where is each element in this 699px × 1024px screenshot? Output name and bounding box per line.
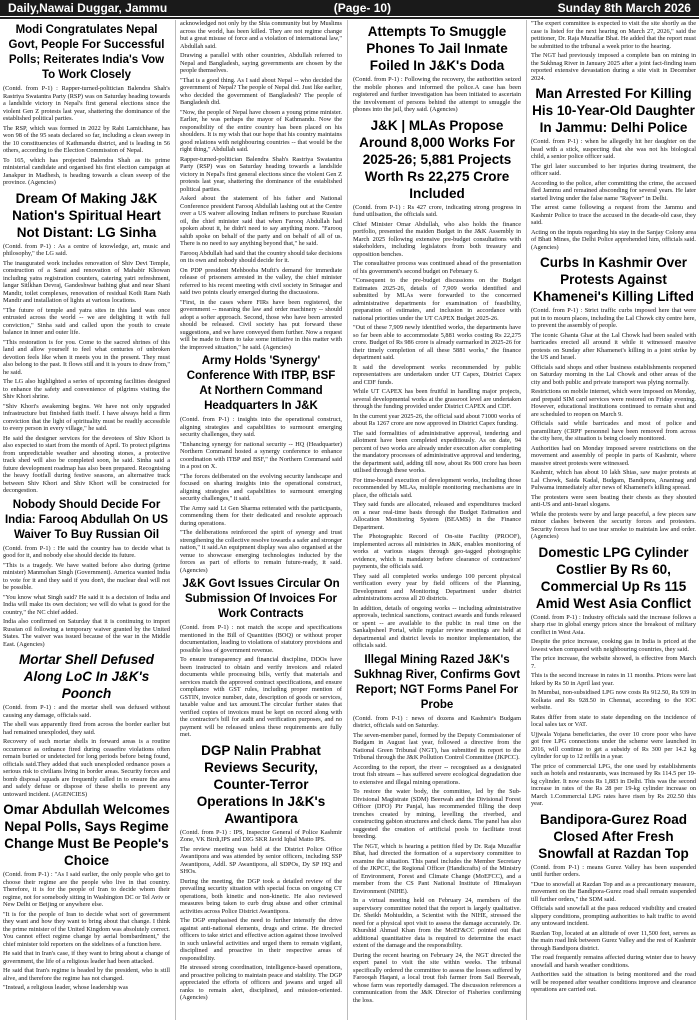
article (3, 801, 170, 992)
article-headline: Attempts To Smuggle Phones To Jail Inmate Foiled In J&K's Doda (366, 24, 508, 73)
article (3, 23, 170, 187)
article-paragraph: The road frequently remains affected during winter due to heavy snowfall and harsh weather conditions. (531, 954, 696, 969)
article (3, 190, 170, 495)
article-paragraph: acknowledged not only by the Shia community but by Muslims across the world, has been killed. They are not regime change but a great misuse of force and a violation of international law," Abdullah said. (180, 20, 342, 50)
article-headline: Omar Abdullah Welcomes Nepal Polls, Says Regime Change Must Be People's Choice (3, 802, 170, 868)
masthead-date: Sunday 8th March 2026 (557, 1, 691, 15)
column-divider (347, 20, 348, 1020)
article-paragraph: "This restoration is for you. Come to the sacred shrines of this land and allow yourself to feel what centuries of unbroken devotion feels like when it meets you in the present. They must also belong to the past. It flows still and it is yours to draw from," he said. (3, 338, 170, 376)
article-paragraph: Officials said while barricades and most of police and paramilitary (CRPF personnel have been removed from across the city here, the situation is being closely monitored. (531, 420, 696, 442)
article-paragraph: He said that in Iran's case, if they want to bring about a change of government, the life of a religious leader had been attacked. (3, 950, 170, 965)
masthead-page-number: (Page- 10) (333, 1, 392, 15)
article-paragraph: Officials said snowfall at the pass reduced visibility and created slippery conditions, prompting authorities to halt traffic to avoid any untoward incident. (531, 905, 696, 927)
article-paragraph: The seven-member panel, formed by the Deputy Commissioner of Budgam in August last year, followed a directive from the National Green Tribunal (NGT), has submitted its report to the Tribunal through the J&K Pollution Control Committee (JKPCC). (353, 731, 521, 761)
article-paragraph: Rapper-turned-politician Balendra Shah's Rastriya Swatantra Party (RSP) was on Saturday heading towards a landslide victory in Nepal's first general elections since the violent Gen Z protests last year, shattering the dominance of the established political parties. (180, 155, 342, 193)
article-headline: Bandipora-Gurez Road Closed After Fresh Snowfall at Razdan Top (538, 811, 689, 861)
article-paragraph: On PDP president Mehbooba Mufti's demand for immediate release of prisoners arrested in the valley, the chief minister referred to his recent meeting with civil society in Srinagar and said two points clearly emerged during the discussions. (180, 266, 342, 296)
article-paragraph: "This is a tragedy. We have waited before also during (prime minister) Manmohan Singh (Government). America wanted India to vote for it and they said if you don't, the nuclear deal will not be possible. (3, 561, 170, 591)
column-divider (175, 20, 176, 1020)
article-paragraph: (Contd. from P-1) : insights into the operational construct, aligning strategies and capabilities to surmount emerging security challenges, they said. (180, 416, 342, 438)
article-paragraph: In the current year 2025-26, the official said about 71000 works of about Rs 1267 crore are now approved in District Capex funding. (353, 412, 521, 427)
article-headline: Dream Of Making J&K Nation's Spiritual Heart Not Distant: LG Sinha (12, 190, 161, 240)
article (353, 117, 521, 650)
article-headline: Mortar Shell Defused Along LoC In J&K's Poonch (18, 652, 155, 701)
article-headline: DGP Nalin Prabhat Reviews Security, Counter-Terror Operations In J&K's Awantipora (196, 742, 326, 826)
article-paragraph: Razdan Top, located at an altitude of over 11,500 feet, serves as the main road link between Gurez Valley and the rest of Kashmir through Bandipora district. (531, 929, 696, 952)
article-paragraph: He said that Iran's regime is headed by the president, who is still alive, and therefore the regime has not changed. (3, 967, 170, 982)
article-paragraph: "The future of temple and yatra sites in this land was once entrusted across the world -- we are delighting it with full conviction," Sinha said and called upon the youth to create balance in inner and outer life. (3, 306, 170, 336)
article-paragraph: (Contd. from P-1) : news of dozens and Kashmir's Budgam district, officials said on Saturday. (353, 714, 521, 729)
article-paragraph: The iconic Ghanta Ghar at the Lal Chowk had been sealed with barricades erected all around it while it witnessed massive protests on Sunday after Khamenei's killing in a joint strike by the US and Israel. (531, 331, 696, 361)
article (3, 651, 170, 798)
article-paragraph: India also confirmed on Saturday that it is continuing to import Russian oil following a temporary waiver granted by the United States. The waiver was issued because of the war in the Middle East. (Agencies) (3, 618, 170, 648)
article-paragraph: The Army said Lt Gen Sharma reiterated with the participants, commending them for their dedicated and resolute approach during operations. (180, 504, 342, 527)
column-2 (177, 20, 345, 1020)
article-paragraph: "Consequent to the pre-budget discussions on the Budget Estimates 2025-26, details of 7,909 works identified and submitted by MLAs were forwarded to the concerned administrative departments for examination of feasibility, preparation of estimates, and inclusion in accordance with national priorities under the UT CAPEX Budget 2025-26. (353, 277, 521, 322)
article-paragraph: During the recent hearing on February 24, the NGT directed the expert panel to visit the site within weeks. The tribunal specifically ordered the committee to assess the losses suffered by Farooqah Haqani, a local trout fish farmer from Sail Beerwah, whose farm was reportedly damaged. The discussion references a communication from the J&K Director of Fisheries confirming the loss. (353, 951, 521, 1004)
article (180, 20, 342, 351)
article-paragraph: They said funds are allocated, released and expenditures tracked on a near real-time basis through the Budget Estimation and Allocation Monitoring System (BEAMS) in the Finance Department. (353, 501, 521, 531)
article-paragraph: The arrest came following a request from the Jammu and Kashmir Police to trace the accused in the decade-old case, they said. (531, 204, 696, 226)
article-headline: J&K | MLAs Propose Around 8,000 Works For 2025-26; 5,881 Projects Worth Rs 22,275 Crore Included (359, 117, 515, 201)
article-paragraph: The inaugurated work includes renovation of Shiv Devi Temple, construction of a Sarai and renovation of Mahabir Khowan including yatra registration counters, catering yatri refreshment, langar Sitlkhan Devraj, Gandeshwar bathing ghat and near Shani Mandir, toilet complexes, renovation of residual Kotli Ram Nath Mandir and installation of lights at various locations. (3, 259, 170, 304)
article (353, 653, 521, 1005)
article-paragraph: Asked about the statement of his father and National Conference president Farooq Abdullah lashing out at the Centre over a US waiver allowing Indian refiners to purchase Russian oil, the chief minister said that when Farooq Abdullah had spoken about it, he didn't need to say anything more. "Farooq sahib spoke on behalf of the party and on behalf of all of us. There is no need to say anything beyond that," he said. (180, 195, 342, 247)
article (531, 20, 696, 82)
article (531, 544, 696, 808)
masthead (0, 0, 699, 16)
article-paragraph: The consultative process was continued ahead of the presentation of his government's second budget on February 6. (353, 260, 521, 275)
masthead-rule (0, 17, 699, 19)
article-paragraph: Acting on the inputs regarding his stay in the Sanjay Colony area of Bhati Mines, the Delhi Police apprehended him, officials said. (Agencies) (531, 228, 696, 251)
article-paragraph: In addition, details of ongoing works -- including administrative approvals, technical sanctions, contract awards and funds released or spent -- are available to the public in real time on the Sankalpsheel Portal, while regular review meetings are held at departmental and district levels to monitor implementation, the officials said. (353, 604, 521, 649)
article-paragraph: Rates differ from state to state depending on the incidence of local sales tax or VAT. (531, 713, 696, 728)
article-headline: Illegal Mining Razed J&K's Sukhnag River, Confirms Govt Report; NGT Forms Panel For Probe (353, 653, 521, 711)
article-paragraph: Ujjwala Yojana beneficiaries, the over 10 crore poor who have got free LPG connections under the scheme were launched in 2016, will continue to get a subsidy of Rs 300 per 14.2 kg cylinder for up to 12 refills in a year. (531, 730, 696, 760)
article-paragraph: He said the designer services for the devotees of Shiv Khori is also expected to start from the month of April. To protect pilgrims from unpredictable weather and shooting stones, a protective track shed will also be completed soon, he said. Sinha said a future development roadmap has also been prepared. Recognising the heavy footfall during festive seasons, an alternative track between Shiv Khori and Shiv Khori will be constructed for decongestion. (3, 434, 170, 494)
article-paragraph: The NGT, which is hearing a petition filed by Dr. Raja Muzaffar Bhat, had directed the formation of a supervisory committee to examine the situation. This panel includes the Member Secretary of the JKPCC, the Regional Officer (Handicrafts) of the Ministry of Environment, Forest and Climate Change (MoEFCC), and a member from the CS Pant National Institute of Himalayan Environment (NIHE). (353, 842, 521, 895)
article-headline: J&K Govt Issues Circular On Submission Of Invoices For Work Contracts (182, 578, 340, 620)
article-paragraph: (Contd. from P-1) : Following the recovery, the authorities seized the mobile phones and informed the police.A case has been registered and further investigation has been initiated to ascertain the involvement of persons behind the attempt to smuggle the phones into the jail, they said. (Agencies) (353, 76, 521, 113)
article-paragraph: In Mumbai, non-subsidised LPG now costs Rs 912.50, Rs 939 in Kolkata and Rs 928.50 in Chennai, according to the IOC website. (531, 689, 696, 711)
article-paragraph: To ensure transparency and financial discipline, DDOs have been instructed to obtain and verify invoices and related documents while processing bills, verify that materials and services match the approved contract specifications, and ensure compliance with GST rules, including proper mention of GSTIN, invoice number, date, description of goods or services, taxable value and tax amount.The circular further states that verified copies of invoices must be kept on record along with the contractor's bill for audit and verification purposes, and no payment will be released unless these requirements are fully met. (180, 656, 342, 738)
column-3 (350, 20, 524, 1020)
article-paragraph: They said all completed works undergo 100 percent physical verification every year by field officers of the Planning, Development and Monitoring Department under district administrations across all 20 districts. (353, 572, 521, 602)
article-paragraph: Authorities had on Monday imposed severe restrictions on the movement and assembly of people in parts of Kashmir, where massive street protests were witnessed. (531, 444, 696, 467)
article-paragraph: Authorities said the situation is being monitored and the road will be reopened after weather conditions improve and clearance operations are carried out. (531, 971, 696, 993)
article-paragraph: For time-bound execution of development works, including those recommended by MLAs, multiple monitoring mechanisms are in place, the officials said. (353, 476, 521, 499)
article-paragraph: "First, in the cases where FIRs have been registered, the government -- meaning the law and order machinery -- should adopt a softer approach. Second, those who have been arrested should be released. Civil society has put forward these suggestions, and we have conveyed them further. Now a request will be made to them to take some initiative in this matter with the improved situation," he said. (Agencies) (180, 298, 342, 351)
article-paragraph: (Contd. from P-1) : "As I said earlier, the only people who get to choose their regime are the people who live in that country. Therefore, it is for the people of Iran to decide whom their regime, not for somebody sitting in Washington DC or Tel Aviv or New Delhi or Beijing or anywhere else. (3, 871, 170, 908)
article (3, 498, 170, 649)
article-paragraph: He stressed strong coordination, intelligence-based operations, and proactive policing to maintain peace and stability. The DGP appreciated the efforts of officers and jawans and urged all ranks to remain alert, disciplined, and mission-oriented. (Agencies) (180, 964, 342, 1001)
article-paragraph: "Now, the people of Nepal have chosen a young prime minister. Earlier, he was perhaps the mayor of Kathmandu. Now the responsibility of the entire country has been placed on his shoulders. It is my wish that our hope that his country maintains good relations with neighbouring countries -- that would be the right thing," Abdullah said. (180, 108, 342, 153)
article-paragraph: According to the police, after committing the crime, the accused fled Jammu and remained absconding for several years. He later started living under the false name "Rajveer" in Delhi. (531, 179, 696, 202)
article-paragraph: In a virtual meeting held on February 24, members of the supervisory committee noted that the report is largely qualitative. Dr. Sheikh Mohiuddin, a Scientist with the NIHE, stressed the need for a physical spot visit to assess the damage accurately. Dr. Khurshid Ahmad Khan from the MoEF&CC pointed out that additional quantitative data is required to determine the exact extent of the damage and the responsibility. (353, 897, 521, 949)
article-paragraph: (Contd. from P-1) : means Gurez Valley has been suspended until further orders. (531, 863, 696, 878)
column-divider (526, 20, 527, 1020)
article-paragraph: (Contd. from P-1) : Strict traffic curbs imposed here that were put in to mourn places, including the Lal Chowk city centre here, to prevent the assembly of people. (531, 307, 696, 329)
article-paragraph: It said the development works recommended by public representatives are undertaken under UT Capex, District Capex and CDF funds. (353, 363, 521, 386)
article-paragraph: (Contd. from P-1) : not match the scope and specifications mentioned in the Bill of Quantities (BOQ) or without proper documentation, leading to violations of statutory provisions and possible loss of government revenue. (180, 624, 342, 654)
column-4 (528, 20, 699, 1020)
article-paragraph: Recovery of such mortar shells in forward areas is a routine occurrence as ordnance fired during ceasefire violations often remain buried or undetected for long periods before being found, officials said.They added that such unexploded ordnance poses a serious risk to civilians living in border areas. Security forces and bomb disposal squads are frequently called in to ensure the area and safely defuse or dispose of these shells to prevent any untoward incident. (AGENCIES) (3, 738, 170, 798)
article-headline: Modi Congratulates Nepal Govt, People For Successful Polls; Reiterates India's Vow To Work Closely (8, 24, 165, 81)
article-paragraph: Farooq Abdullah had said that the country should take decisions on its own and nobody should decide for it. (180, 249, 342, 264)
article-paragraph: The Photographic Record of On-site Facility (PROOF), implemented across all ministries in J&K, enables monitoring of works at various stages through geo-tagged photographic evidence, which is mandatory before clearance of contractors' payments, the officials said. (353, 533, 521, 570)
article-paragraph: To 165, which has projected Balendra Shah as its prime ministerial candidate and organised his first election campaign at Janakpur in Madhesh, is heading towards a clean sweep of the province. (Agencies) (3, 156, 170, 186)
article (531, 85, 696, 251)
article-paragraph: (Contd. from P-1) : IPS, Inspector General of Police Kashmir Zone, VK Birdi,IPS and DIG SKR Javid Iqbal Matto IPS. (180, 828, 342, 843)
article-paragraph: "The expert committee is expected to visit the site shortly as the case is listed for the next hearing on March 27, 2026," said the petitioner, Dr. Raja Muzaffar Bhat. He added that the report must be submitted to the tribunal a week prior to the hearing. (531, 20, 696, 50)
article-paragraph: The shell was apparently fired from across the border earlier but had remained unexploded, they said. (3, 721, 170, 736)
article-paragraph: "Shiv Khori's awakening begins. We have not only upgraded infrastructure but finished faith itself. I have always held a firm conviction that the light of spirituality must be readily accessible to every person in every village," he said. (3, 402, 170, 432)
article-paragraph: The price increase, the website showed, is effective from March 7. (531, 655, 696, 670)
article-paragraph: (Contd. from P-1) : when he allegedly hit her daughter on the head with a stick, suspecting that she was not his biological child, a senior police officer said. (531, 138, 696, 160)
article-paragraph: The price of commercial LPG, the one used by establishments such as hotels and restaurants, was increased by Rs 114.5 per 19-kg cylinder. It now costs Rs 1,883 in Delhi. This was the second increase in rates of the Rs 28 per 19-kg cylinder increase on March 1.Commercial LPG rates have risen by Rs 202.50 this year. (531, 762, 696, 807)
article-paragraph: Despite the price increase, cooking gas in India is priced at the lowest when compared with neighbouring countries, they said. (531, 638, 696, 653)
article (180, 742, 342, 1002)
article-paragraph: Kashmir, which has about 10 lakh Shias, saw major protests at Lal Chowk, Saida Kadal, Budgam, Bandipora, Anantnag and Pulwama immediately after news of Khamenei's killing spread. (531, 469, 696, 491)
article-paragraph: "It is for the people of Iran to decide what sort of government they want and how they want to bring about that change. I think the prime minister of the United Kingdom was absolutely correct. You cannot effect regime change by aerial bombardment," the chief minister told reporters on the sidelines of a function here. (3, 910, 170, 948)
article-paragraph: "That is a good thing. As I said about Nepal -- who decided the government of Nepal? The people of Nepal did. Just like earlier, who decided the government of Bangladesh? The people of Bangladesh did. (180, 76, 342, 106)
article-paragraph: (Contd. from P-1) : and the mortar shell was defused without causing any damage, officials said. (3, 704, 170, 719)
article-paragraph: The review meeting was held at the District Police Office Awantipora and was attended by senior officers, including SSP Awantipora, Addl. SP Awantipora, all SDPOs, Dy SP HQ and SHOs. (180, 845, 342, 875)
article-paragraph: "Instead, a religious leader, whose leadership was (3, 984, 129, 991)
article-paragraph: The girl later succumbed to her injuries during treatment, the officer said. (531, 162, 696, 177)
article (180, 354, 342, 574)
article-headline: Curbs In Kashmir Over Protests Against Khamenei's Killing Lifted (533, 255, 694, 304)
article-paragraph: To restore the water body, the committee, led by the Sub-Divisional Magistrate (SDM) Beerwah and the Divisional Forest Officer (DFO) Pir Panjal, has recommended filling the deep trenches created by mining, levelling the riverbed, and constructing gabion structures and check dams. The panel has also suggested the creation of artificial pools to facilitate trout breeding. (353, 788, 521, 840)
article-paragraph: "Due to snowfall at Razdan Top and as a precautionary measure, movement on the Bandipora-Gurez road shall remain suspended till further orders," the SDM said. (531, 880, 696, 903)
article-paragraph: The NGT had previously imposed a complete ban on mining in the Sukhnag River in January 2025 after a joint fact-finding team reported extensive devastation during a site visit in December 2024. (531, 52, 696, 82)
article-headline: Man Arrested For Killing His 10-Year-Old Daughter In Jammu: Delhi Police (532, 86, 695, 135)
article-paragraph: The said formalities of administrative approval, tendering and allotment have been completed expeditiously. As on date, 94 percent of two works are already under execution after completing the mandatory processes of administrative approval and tendering, the department said, adding till now, about Rs 900 crore has been utilised through these works. (353, 429, 521, 474)
article-paragraph: Officials said shops and other business establishments reopened on Saturday morning in the Lal Chowk and other areas of the city and both public and private transport was plying normally. (531, 363, 696, 386)
article (353, 23, 521, 114)
article (531, 254, 696, 541)
article-paragraph: The LG also highlighted a series of upcoming facilities designed to enhance the safety and convenience of pilgrims visiting the Shiv Khori shrine. (3, 378, 170, 400)
article-paragraph: "Out of these 7,909 newly identified works, the departments have so far been able to accommodate 5,881 works costing Rs 22,275 crore. Budget of Rs 986 crore is already earmarked in 2025-26 for their timely completion of all these 5881 works," the finance department said. (353, 324, 521, 361)
article-paragraph: "The deliberations reinforced the spirit of synergy and trust strengthening the collective resolve towards a safer and stronger nation," it said.An equipment display was also organised at the venue to showcase emerging technologies inducted by the forces as part of efforts to remain future-ready, it said. (Agencies) (180, 529, 342, 574)
article-paragraph: (Contd. from P-1) : He said the country has to decide what is good for it, and nobody else should decide its future. (3, 544, 170, 559)
column-1 (0, 20, 173, 1020)
article-paragraph: (Contd. from P-1) : Rs 427 crore, indicating strong progress in fund utilisation, the officials said. (353, 203, 521, 218)
article-paragraph: Chief Minister Omar Abdullah, who also holds the finance portfolio, presented the maiden Budget in the J&K Assembly in March 2025 following extensive pre-budget consultations with stakeholders, including legislators from both treasury and opposition benches. (353, 220, 521, 258)
article-paragraph: The DGP emphasised the need to further intensify the drive against anti-national elements, drugs and crime. He directed officers to take strict and effective action against those involved in such unlawful activities and urged them to remain vigilant, disciplined and proactive in their respective areas of responsibility. (180, 917, 342, 962)
article-headline: Domestic LPG Cylinder Costlier By Rs 60, Commercial Up Rs 115 Amid West Asia Conflict (535, 544, 692, 611)
article (531, 811, 696, 994)
article-paragraph: "The forces deliberated on the evolving security landscape and focused on sharing insights into the operational construct, aligning strategies and capabilities to surmount emerging security challenges," it said. (180, 472, 342, 502)
article-paragraph: (Contd. from P-1) : As a centre of knowledge, art, music and philosophy," the LG said. (3, 242, 170, 257)
masthead-paper-name: Daily,Nawai Duggar, Jammu (8, 1, 168, 15)
article-paragraph: Restrictions on mobile internet, which were imposed on Monday, and prepaid SIM card services were restored on Friday evening. However, educational institutions continued to remain shut and are scheduled to reopen on March 9. (531, 388, 696, 418)
article-paragraph: While UT CAPEX has been fruitful in handling major projects, several developmental works at the grassroot level are undertaken through the funding provided under District CAPEX and CDF. (353, 388, 521, 410)
article (180, 577, 342, 739)
article-paragraph: (Contd. from P-1) : Industry officials said the increase follows a sharp rise in global energy prices since the breakout of military conflict in West Asia. (531, 613, 696, 636)
article-paragraph: According to the report, the river -- recognised as a designated trout fish stream -- has suffered severe ecological degradation due to extensive and illegal mining operations. (353, 763, 521, 786)
article-headline: Army Holds 'Synergy' Conference With ITBP, BSF At Northern Command Headquarters In J&K (186, 355, 336, 412)
article-paragraph: "Enhancing synergy for national security -- HQ (Headquarter) Northern Command hosted a synergy conference to enhance coordination with ITBP and BSF," the Northern Command said in a post on X. (180, 440, 342, 470)
article-paragraph: The protesters were seen beating their chests as they shouted anti-US and anti-Israel slogans. (531, 493, 696, 508)
article-paragraph: While the protests were by and large peaceful, a few pieces saw minor clashes between the security forces and protesters. Security forces had to use tear smoke to maintain law and order. (Agencies) (531, 510, 696, 540)
article-paragraph: Drawing a parallel with other countries, Abdullah referred to Nepal and Bangladesh, saying governments are chosen by the people themselves. (180, 52, 342, 74)
article-paragraph: (Contd. from P-1) : Rapper-turned-politician Balendra Shah's Rastriya Swatantra Party (RSP) was on Saturday heading towards a landslide victory in Nepal's first general elections since the violent Gen Z protests last year, shattering the dominance of the established political parties. (3, 85, 170, 122)
article-paragraph: "You know what Singh said? He said it is a decision of India and India will make its own decision; we will do what is good for the country," the NC chief added. (3, 593, 170, 616)
article-paragraph: The RSP, which was formed in 2022 by Rabi Lamichhane, has won 98 of the 95 seats declared so far, including a clean sweep in the 10 constituencies of Kathmandu district, and is leading in 56 others, according to the Election Commission of Nepal. (3, 124, 170, 154)
article-paragraph: This is the second increase in rates in 11 months. Prices were last hiked by Rs 50 in April last year. (531, 672, 696, 687)
article-paragraph: During the meeting, the DGP took a detailed review of the prevailing security situation with special focus on ongoing CT operations, both kinetic and non-kinetic. He also reviewed measures being taken to curb drug abuse and other criminal activities across Police District Awantipora. (180, 877, 342, 915)
article-headline: Nobody Should Decide For India: Farooq Abdullah On US Waiver To Buy Russian Oil (4, 498, 169, 541)
